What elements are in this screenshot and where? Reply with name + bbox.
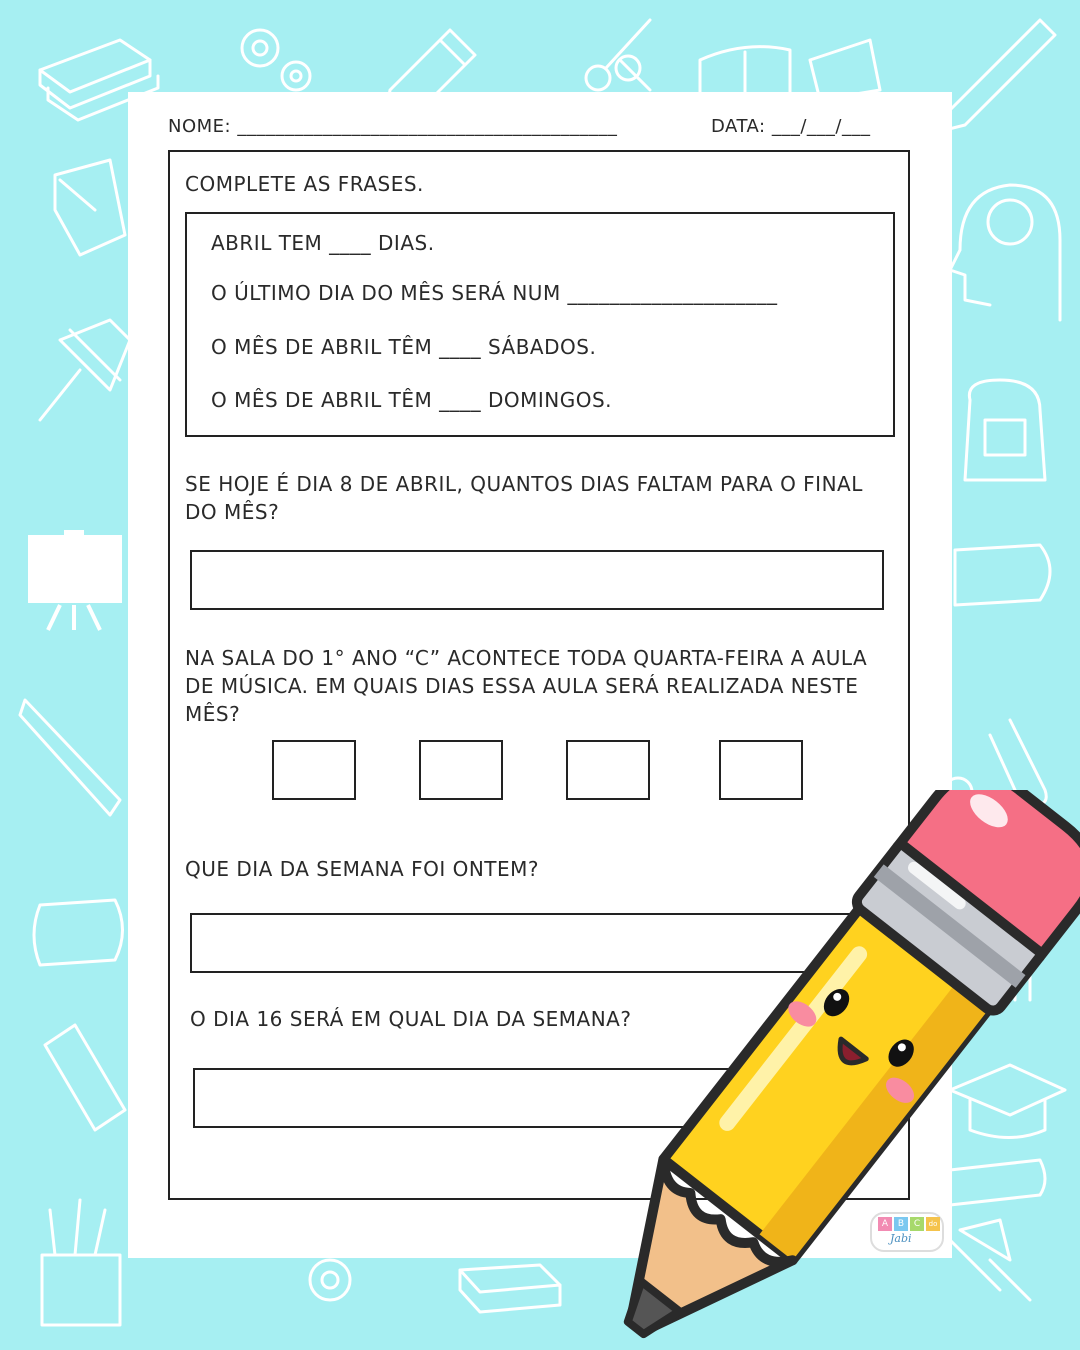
whiteboard-icon [28, 530, 122, 630]
brand-logo [870, 1212, 944, 1252]
logo-letter: do [926, 1217, 940, 1231]
eraser-icon [45, 1025, 125, 1130]
logo-letter: C [910, 1217, 924, 1231]
question-music-class: NA SALA DO 1° ANO “C” ACONTECE TODA QUARTA-FEIRA A AULA DE MÚSICA. EM QUAIS DIAS ESSA AULA SERÁ REALIZADA NESTE MÊS? [185, 646, 868, 726]
answer-box-days-left[interactable] [190, 550, 884, 610]
pencil-cup-icon [42, 1200, 120, 1325]
date-field-label[interactable]: DATA: ___/___/___ [711, 116, 871, 137]
scissors-icon [586, 20, 650, 90]
pencil-case-icon [955, 545, 1050, 605]
answer-box-wednesday-1[interactable] [272, 740, 356, 800]
sentence-3: O MÊS DE ABRIL TÊM ____ SÁBADOS. [211, 335, 597, 359]
question-day-16: O DIA 16 SERÁ EM QUAL DIA DA SEMANA? [190, 1007, 632, 1031]
backpack-icon [965, 380, 1045, 480]
pencil-mascot-illustration [600, 790, 1080, 1350]
sharpener-icon [55, 160, 125, 255]
sentence-4: O MÊS DE ABRIL TÊM ____ DOMINGOS. [211, 388, 613, 412]
section-title: COMPLETE AS FRASES. [185, 172, 424, 196]
pencil-case-icon [34, 900, 123, 965]
sentence-1: ABRIL TEM ____ DIAS. [211, 231, 435, 255]
logo-letter: A [878, 1217, 892, 1231]
logo-letter: B [894, 1217, 908, 1231]
question-yesterday: QUE DIA DA SEMANA FOI ONTEM? [185, 857, 539, 881]
pen-icon [20, 700, 120, 815]
pushpin-icon [40, 320, 130, 420]
sentence-2: O ÚLTIMO DIA DO MÊS SERÁ NUM ____________________ [211, 281, 778, 305]
answer-box-wednesday-2[interactable] [419, 740, 503, 800]
notebook-icon [700, 47, 790, 95]
head-brain-icon [950, 185, 1060, 320]
name-field-label[interactable]: NOME: ________________________________________ [168, 116, 618, 137]
logo-name: Jabi [890, 1232, 912, 1245]
books-icon [460, 1265, 560, 1312]
pen-icon [945, 20, 1055, 130]
book-icon [810, 40, 880, 100]
question-days-left: SE HOJE É DIA 8 DE ABRIL, QUANTOS DIAS FALTAM PARA O FINAL DO MÊS? [185, 472, 863, 524]
